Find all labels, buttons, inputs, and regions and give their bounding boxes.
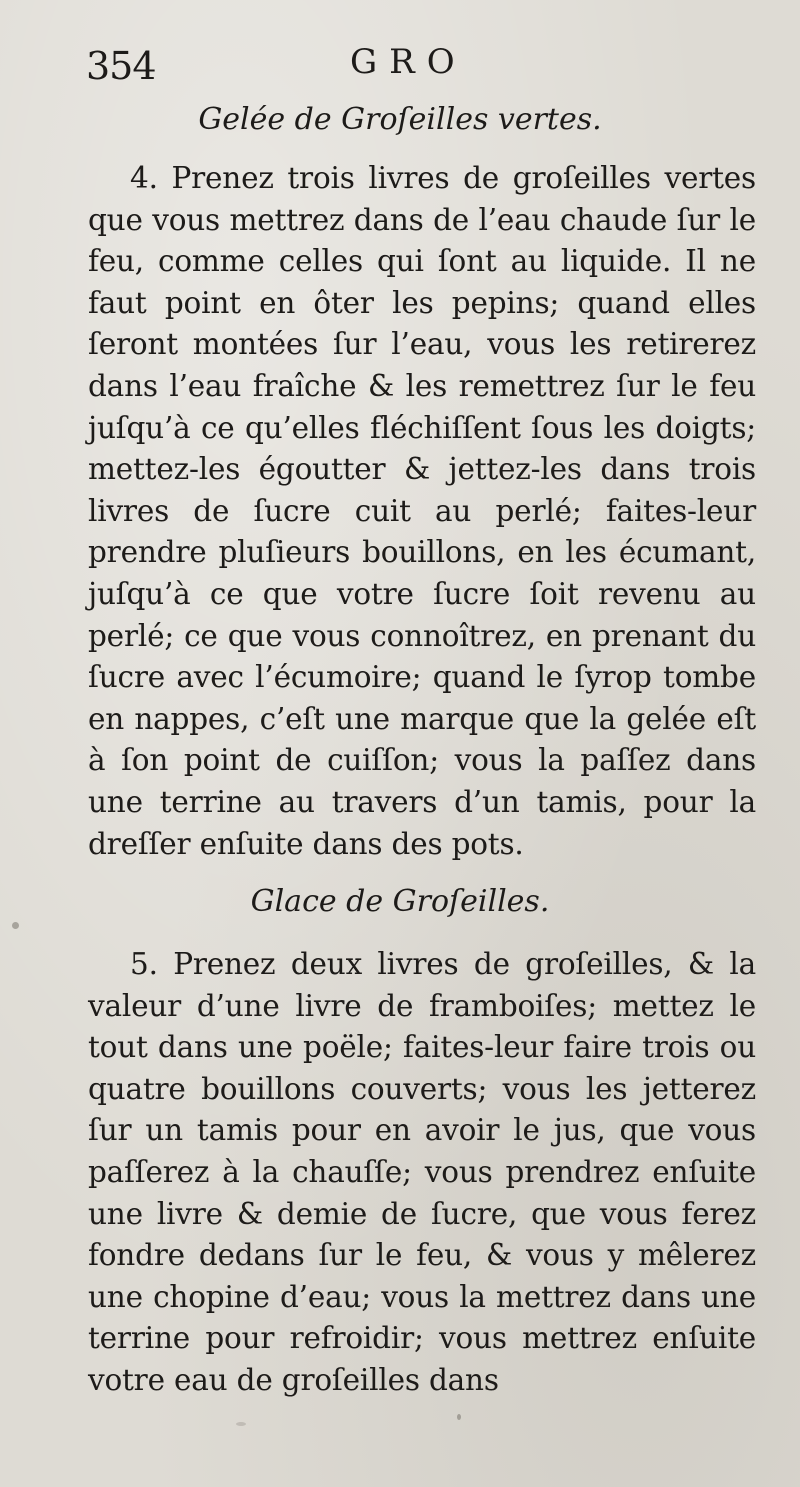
recipe-text: Prenez trois livres de groſeilles vertes que vous mettrez dans de l’eau chaude ſur le feu, comme celles qui ſont au liquide. Il ne faut point en ôter les pepins; quand elles ſeront montées ſur l’eau, vous les retirerez dans l’eau fraîche & les remettrez ſur le feu juſqu’à ce qu’elles fléchiſſent ſous les doigts; mettez-les égoutter & jettez-les dans trois livres de ſucre cuit au perlé; faites-leur prendre pluſieurs bouillons, en les écumant, juſqu’à ce que votre ſucre ſoit revenu au perlé; ce que vous connoîtrez, en prenant du ſucre avec l’écumoire; quand le ſyrop tombe en nappes, c’eſt une marque que la gelée eſt à ſon point de cuiſſon; vous la paſſez dans une terrine au travers d’un tamis, pour la dreſſer enſuite dans des pots.	[88, 161, 756, 861]
section-title-glace: Glace de Groſeilles.	[250, 884, 550, 919]
ink-speck	[12, 922, 19, 929]
running-head: GRO	[350, 42, 467, 82]
recipe-number: 4.	[130, 161, 158, 195]
recipe-paragraph-4	[88, 158, 756, 865]
ink-speck	[457, 1414, 461, 1420]
recipe-number: 5.	[130, 947, 158, 981]
page-header	[86, 40, 766, 90]
page-number: 354	[86, 44, 156, 88]
recipe-text: Prenez deux livres de groſeilles, & la valeur d’une livre de framboiſes; mettez le tout dans une poële; faites-leur faire trois ou quatre bouillons couverts; vous les jetterez ſur un tamis pour en avoir le jus, que vous paſſerez à la chauſſe; vous prendrez enſuite une livre & demie de ſucre, que vous ferez fondre dedans ſur le feu, & vous y mêlerez une chopine d’eau; vous la mettrez dans une terrine pour refroidir; vous mettrez enſuite votre eau de groſeilles dans	[88, 947, 756, 1397]
recipe-paragraph-5	[88, 944, 756, 1402]
ink-speck	[236, 1422, 246, 1426]
section-title-gelee: Gelée de Groſeilles vertes.	[198, 102, 602, 137]
